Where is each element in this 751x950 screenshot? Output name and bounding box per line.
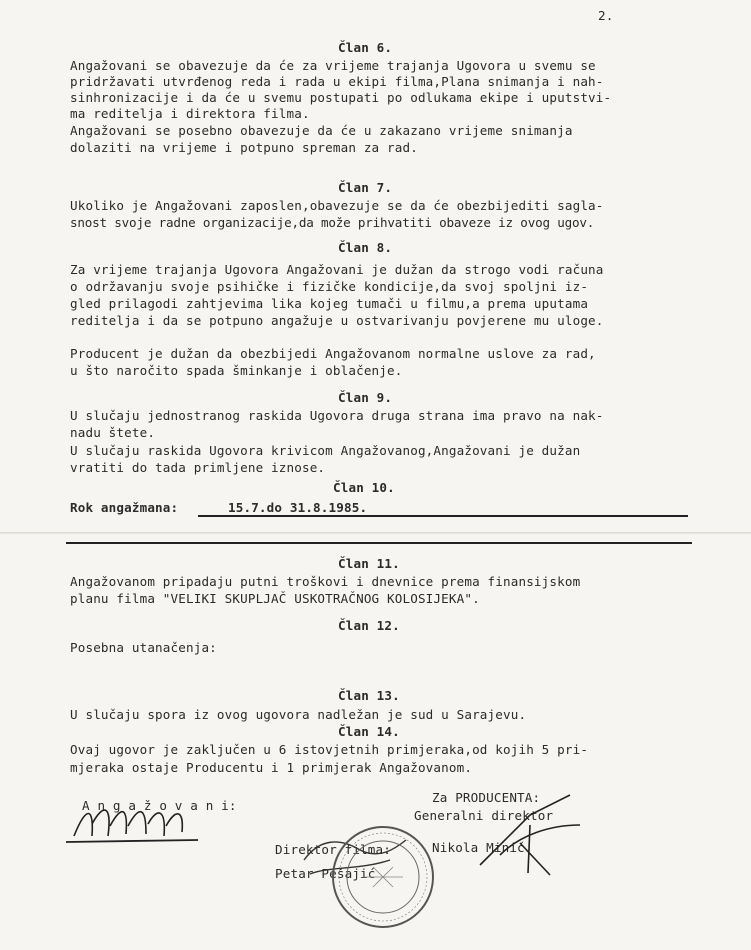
section-divider <box>66 542 692 544</box>
film-director-name: Petar Pešajić <box>275 866 376 881</box>
article-7-line: snost svoje radne organizacije,da može prihvatiti obaveze iz ovog ugov. <box>70 215 595 230</box>
article-14-heading: Član 14. <box>338 724 400 739</box>
article-7-heading: Član 7. <box>338 180 393 195</box>
article-12-line: Posebna utanačenja: <box>70 640 217 655</box>
article-6-heading: Član 6. <box>338 40 393 55</box>
term-underline <box>198 515 688 517</box>
article-14-line: mjeraka ostaje Producentu i 1 primjerak Angažovanom. <box>70 760 473 775</box>
article-8-line: o održavanju svoje psihičke i fizičke kondicije,da svoj spoljni iz- <box>70 279 589 294</box>
article-11-heading: Član 11. <box>338 556 400 571</box>
page-number: 2. <box>598 8 614 23</box>
official-stamp <box>328 822 438 932</box>
producer-signature-scribble <box>470 785 590 880</box>
article-6-line: pridržavati utvrđenog reda i rada u ekipi filma,Plana snimanja i nah- <box>70 74 604 89</box>
article-9-line: U slučaju jednostranog raskida Ugovora druga strana ima pravo na nak- <box>70 408 604 423</box>
article-13-heading: Član 13. <box>338 688 400 703</box>
article-8-line: gled prilagodi zahtjevima lika kojeg tumači u filmu,a prema uputama <box>70 296 589 311</box>
paper-fold <box>0 532 751 534</box>
article-6-line: dolaziti na vrijeme i potpuno spreman za rad. <box>70 140 418 155</box>
article-10-heading: Član 10. <box>333 480 395 495</box>
article-11-line: Angažovanom pripadaju putni troškovi i dnevnice prema finansijskom <box>70 574 581 589</box>
article-8-heading: Član 8. <box>338 240 393 255</box>
producer-title: Generalni direktor <box>414 808 554 823</box>
article-13-line: U slučaju spora iz ovog ugovora nadležan je sud u Sarajevu. <box>70 707 527 722</box>
engaged-signature-label: A n g a ž o v a n i: <box>82 798 237 813</box>
article-6-line: Angažovani se posebno obavezuje da će u zakazano vrijeme snimanja <box>70 123 573 138</box>
article-6-line: Angažovani se obavezuje da će za vrijeme trajanja Ugovora u svemu se <box>70 58 596 73</box>
film-director-label: Direktor filma: <box>275 842 391 857</box>
engaged-signature-scribble <box>66 796 206 846</box>
article-12-heading: Član 12. <box>338 618 400 633</box>
article-8-line: Producent je dužan da obezbijedi Angažovanom normalne uslove za rad, <box>70 346 596 361</box>
article-14-line: Ovaj ugovor je zaključen u 6 istovjetnih primjeraka,od kojih 5 pri- <box>70 742 589 757</box>
article-7-line: Ukoliko je Angažovani zaposlen,obavezuje se da će obezbijediti sagla- <box>70 198 604 213</box>
article-9-line: nadu štete. <box>70 425 156 440</box>
article-9-line: vratiti do tada primljene iznose. <box>70 460 326 475</box>
article-8-line: reditelja i da se potpuno angažuje u ostvarivanju povjerene mu uloge. <box>70 313 604 328</box>
article-9-line: U slučaju raskida Ugovora krivicom Angažovanog,Angažovani je dužan <box>70 443 581 458</box>
article-8-line: u što naročito spada šminkanje i oblačenje. <box>70 363 403 378</box>
article-6-line: ma reditelja i direktora filma. <box>70 106 310 121</box>
producer-label: Za PRODUCENTA: <box>432 790 541 805</box>
article-9-heading: Član 9. <box>338 390 393 405</box>
producer-name: Nikola Minić <box>432 840 525 855</box>
term-value: 15.7.do 31.8.1985. <box>228 500 368 515</box>
term-label: Rok angažmana: <box>70 500 179 515</box>
article-6-line: sinhronizacije i da će u svemu postupati po odlukama ekipe i uputstvi- <box>70 90 612 105</box>
article-8-line: Za vrijeme trajanja Ugovora Angažovani je dužan da strogo vodi računa <box>70 262 604 277</box>
article-11-line: planu filma "VELIKI SKUPLJAČ USKOTRAČNOG KOLOSIJEKA". <box>70 591 480 606</box>
